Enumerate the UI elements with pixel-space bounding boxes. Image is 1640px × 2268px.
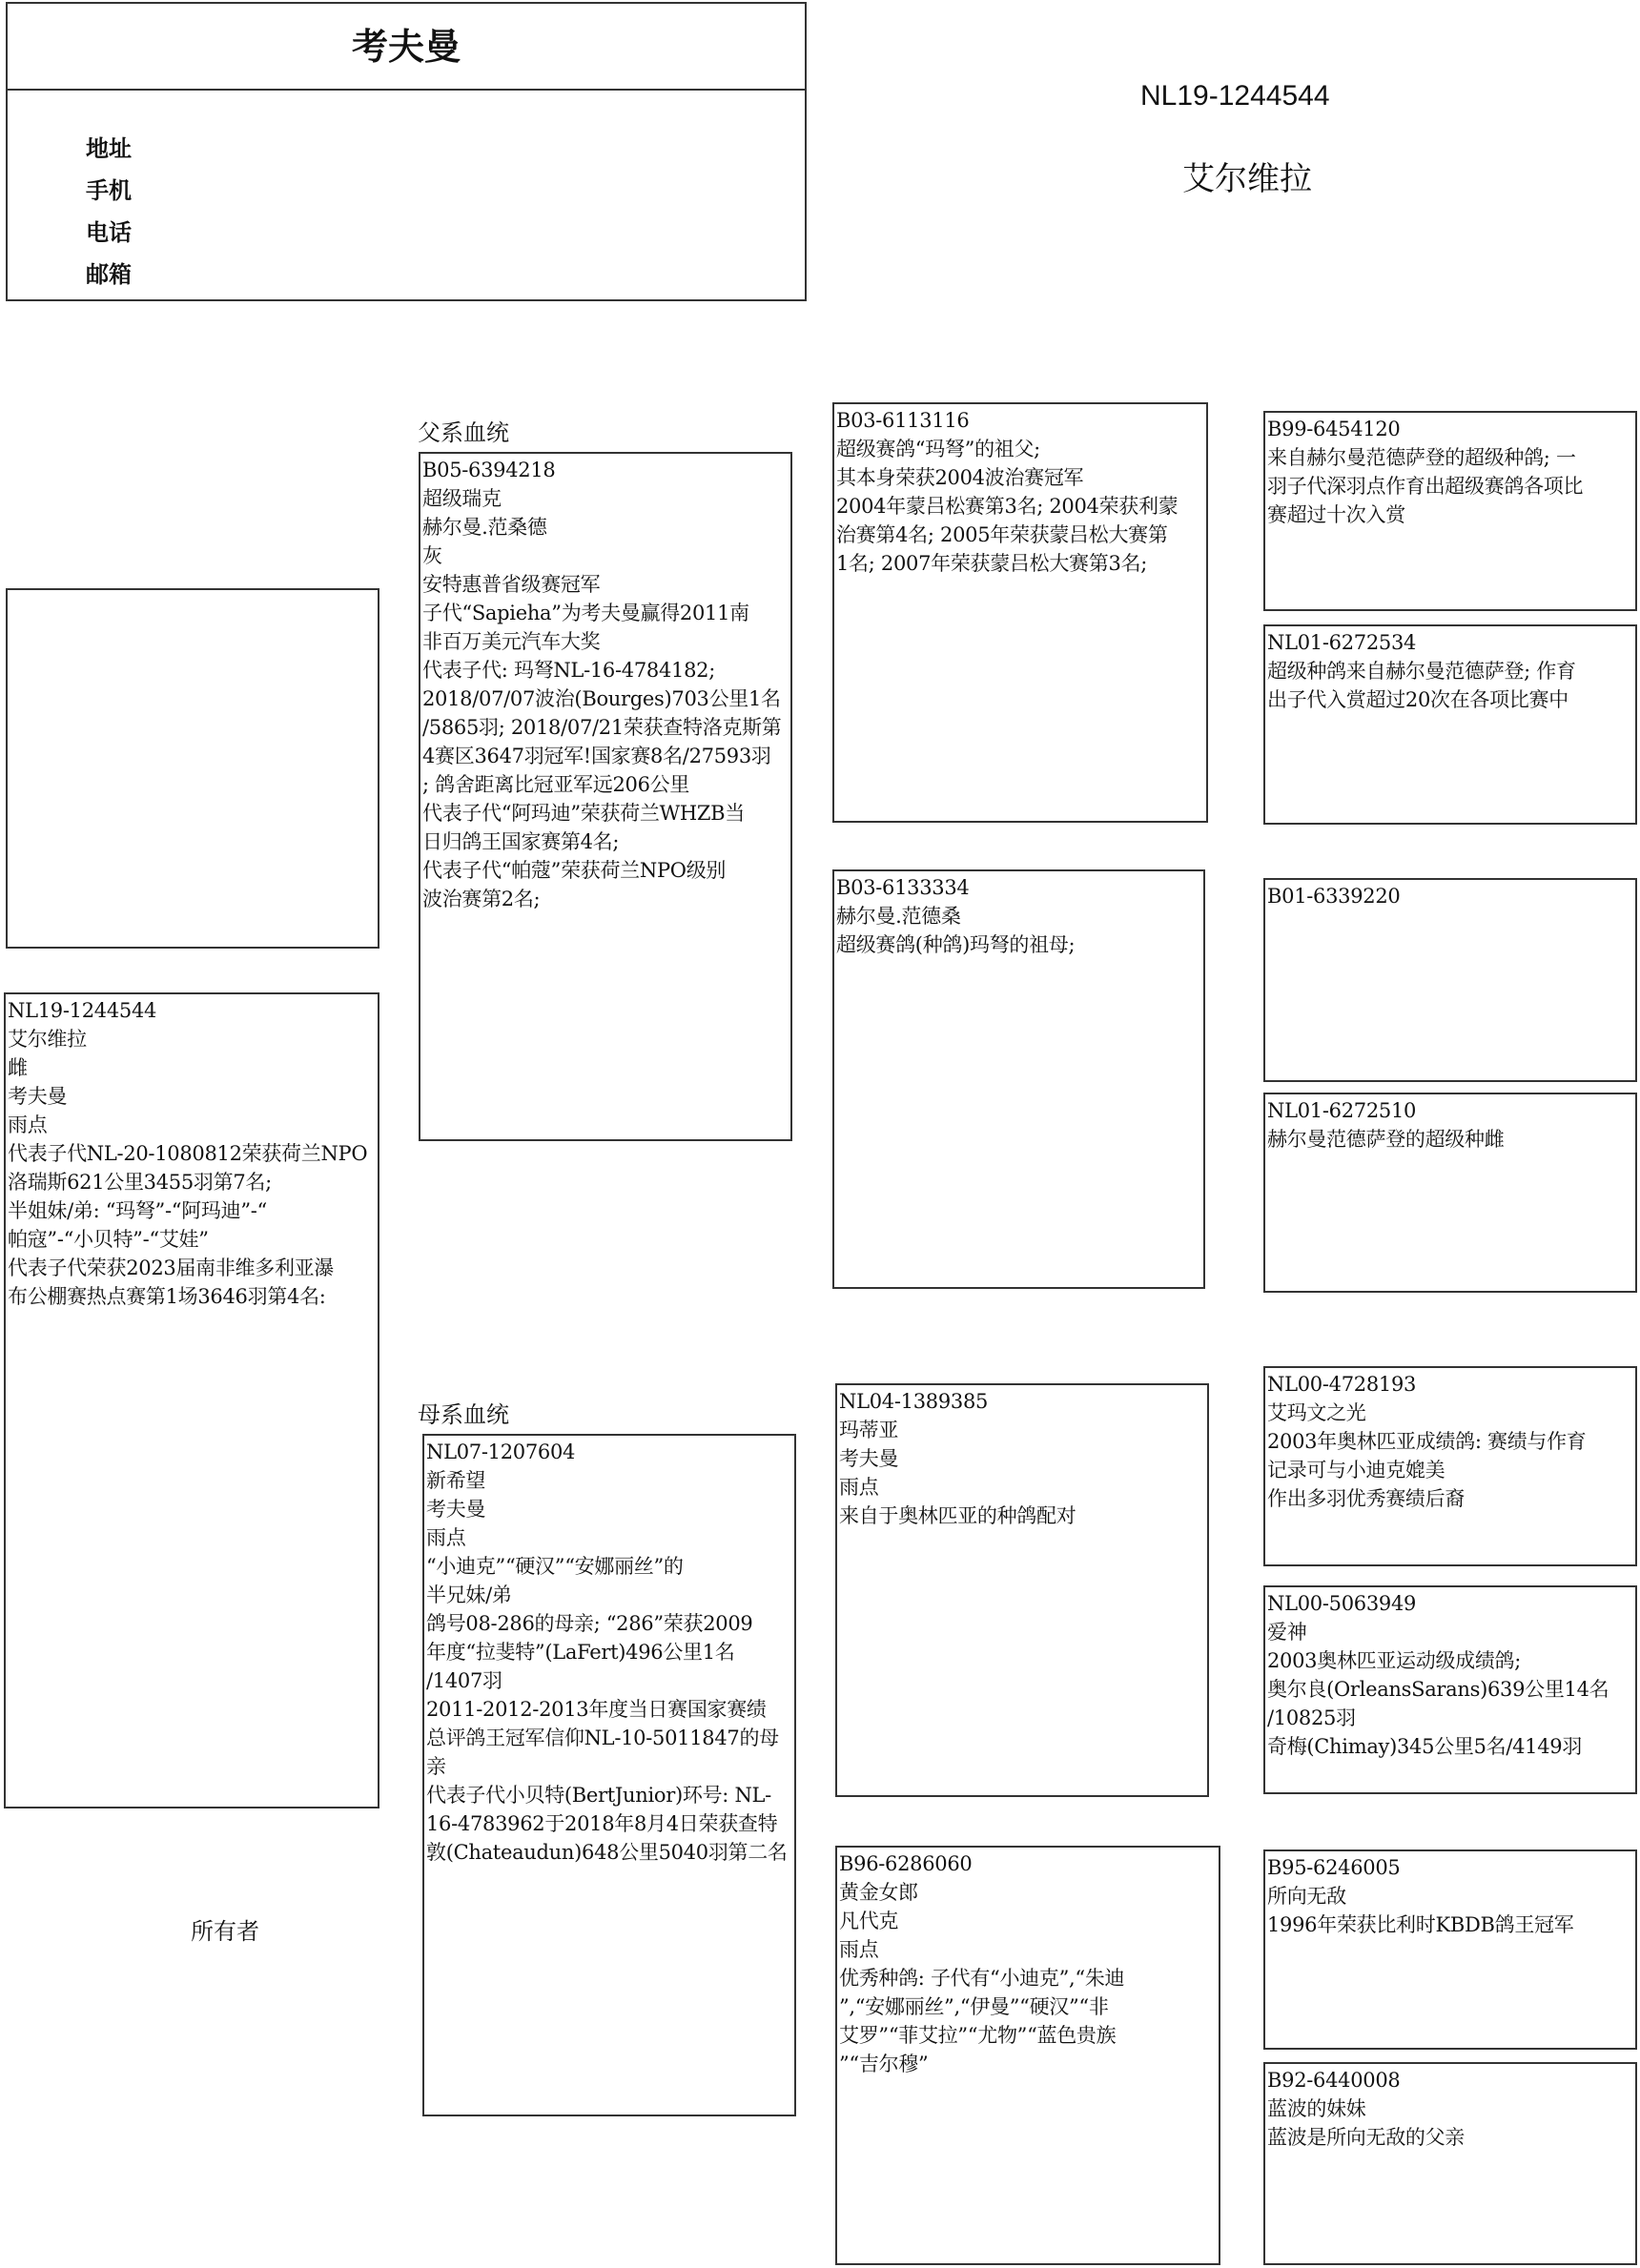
pedigree-text-line: 雨点 [839,1476,879,1499]
email-label: 邮箱 [86,261,132,288]
pedigree-text-line: 2003奥林匹亚运动级成绩鸽; [1267,1649,1522,1672]
pedigree-text-line: 代表子代“阿玛迪”荣获荷兰WHZB当 [422,802,745,825]
ring-number-line: B01-6339220 [1267,885,1401,908]
pedigree-text-line: 来自于奥林匹亚的种鸽配对 [839,1504,1076,1527]
pedigree-text-line: 超级赛鸽(种鸽)玛弩的祖母; [836,933,1076,956]
ring-number-line: B05-6394218 [422,459,556,481]
dam-entry [422,1434,796,2116]
pedigree-text-line: 16-4783962于2018年8月4日荣获查特 [426,1812,778,1835]
pedigree-text-line: 黄金女郎 [839,1881,918,1904]
ring-number-line: NL01-6272510 [1267,1099,1417,1122]
pedigree-text-line: 来自赫尔曼范德萨登的超级种鸽; 一 [1267,446,1576,469]
ring-number-line: B96-6286060 [839,1852,973,1875]
pedigree-text-line: 帕寇”-“小贝特”-“艾娃” [8,1228,209,1251]
pedigree-text-line: 波治赛第2名; [422,888,541,910]
pedigree-text-line: 鸽号08-286的母亲; “286”荣获2009 [426,1612,753,1635]
pedigree-text-line: 其本身荣获2004波治赛冠军 [836,466,1084,489]
pigeon-ring-number: NL19-1244544 [1140,80,1330,112]
pedigree-text-line: 代表子代NL-20-1080812荣获荷兰NPO [8,1142,368,1165]
ring-number-line: B92-6440008 [1267,2069,1401,2092]
pigeon-photo-frame [6,588,379,949]
pedigree-text-line: ; 鸽舍距离比冠亚军远206公里 [422,773,690,796]
address-label: 地址 [86,135,132,162]
pedigree-text-line: 代表子代: 玛弩NL-16-4784182; [422,659,715,682]
pedigree-text-line: 蓝波是所向无敌的父亲 [1267,2126,1465,2149]
pedigree-text-line: 凡代克 [839,1910,899,1932]
pedigree-text-line: 雨点 [839,1938,879,1961]
pedigree-text-line: 1996年荣获比利时KBDB鸽王冠军 [1267,1913,1574,1936]
sire-sire-entry [832,402,1208,823]
owner-name: 考夫曼 [8,4,805,91]
pedigree-text-line: 超级瑞克 [422,487,502,510]
ring-number-line: B03-6113116 [836,409,970,432]
pedigree-text-line: 1名; 2007年荣获蒙吕松大赛第3名; [836,552,1147,575]
pedigree-text-line: 雨点 [426,1526,466,1549]
pedigree-text-line: /5865羽; 2018/07/21荣获查特洛克斯第 [422,716,782,739]
pedigree-text-line: 奥尔良(OrleansSarans)639公里14名 [1267,1678,1609,1701]
pedigree-text-line: 4赛区3647羽冠军!国家赛8名/27593羽 [422,745,771,767]
great-grandparent-sss-entry [1263,411,1637,611]
ring-number-line: NL01-6272534 [1267,631,1417,654]
pedigree-text-line: 2011-2012-2013年度当日赛国家赛绩 [426,1698,767,1721]
pigeon-name-heading: 艾尔维拉 [1182,160,1312,198]
owner-footer-label: 所有者 [191,1918,259,1945]
pedigree-text-line: 赫尔曼范德萨登的超级种雌 [1267,1128,1505,1151]
great-grandparent-sds-entry [1263,878,1637,1082]
pedigree-text-line: 2003年奥林匹亚成绩鸽: 赛绩与作育 [1267,1430,1587,1453]
pedigree-text-line: 洛瑞斯621公里3455羽第7名; [8,1171,272,1194]
dam-line-label: 母系血统 [418,1401,509,1428]
pedigree-text-line: 优秀种鸽: 子代有“小迪克”,“朱迪 [839,1967,1125,1990]
owner-card [6,2,807,301]
pedigree-text-line: 年度“拉斐特”(LaFert)496公里1名 [426,1641,735,1664]
great-grandparent-dds-entry [1263,1849,1637,2050]
pedigree-text-line: ”,“安娜丽丝”,“伊曼”“硬汉”“非 [839,1995,1109,2018]
pedigree-text-line: 考夫曼 [8,1085,68,1108]
pedigree-text-line: 日归鸽王国家赛第4名; [422,830,620,853]
sire-line-label: 父系血统 [418,419,509,446]
pedigree-text-line: 代表子代荣获2023届南非维多利亚瀑 [8,1257,335,1279]
pedigree-text-line: 记录可与小迪克媲美 [1267,1459,1445,1481]
pedigree-text-line: 非百万美元汽车大奖 [422,630,601,653]
pedigree-text-line: 出子代入赏超过20次在各项比赛中 [1267,688,1568,711]
pedigree-text-line: 治赛第4名; 2005年荣获蒙吕松大赛第 [836,523,1168,546]
pedigree-text-line: 敦(Chateaudun)648公里5040羽第二名 [426,1841,788,1864]
subject-pigeon-entry [4,992,379,1808]
pedigree-text-line: 2004年蒙吕松赛第3名; 2004荣获利蒙 [836,495,1179,518]
owner-contact-fields [86,128,132,296]
great-grandparent-ssd-entry [1263,624,1637,825]
pedigree-text-line: 2018/07/07波治(Bourges)703公里1名 [422,687,781,710]
pedigree-text-line: 所向无敌 [1267,1885,1346,1908]
pedigree-text-line: 雌 [8,1056,28,1079]
pedigree-text-line: 艾罗”“菲艾拉”“尤物”“蓝色贵族 [839,2024,1117,2047]
sire-dam-entry [832,869,1205,1289]
pedigree-text-line: /1407羽 [426,1669,502,1692]
pedigree-text-line: 亲 [426,1755,446,1778]
pedigree-text-line: 总评鸽王冠军信仰NL-10-5011847的母 [426,1727,779,1749]
ring-number-line: NL00-5063949 [1267,1592,1417,1615]
pedigree-text-line: ”“吉尔穆” [839,2053,929,2075]
pedigree-text-line: 奇梅(Chimay)345公里5名/4149羽 [1267,1735,1583,1758]
ring-number-line: NL07-1207604 [426,1440,576,1463]
mobile-label: 手机 [86,177,132,204]
ring-number-line: NL19-1244544 [8,999,157,1022]
pedigree-text-line: /10825羽 [1267,1706,1356,1729]
pedigree-text-line: 爱神 [1267,1621,1307,1644]
pedigree-text-line: 蓝波的妹妹 [1267,2097,1366,2120]
pedigree-text-line: 新希望 [426,1469,486,1492]
ring-number-line: B03-6133334 [836,876,970,899]
pedigree-text-line: 玛蒂亚 [839,1419,899,1441]
pedigree-text-line: 布公棚赛热点赛第1场3646羽第4名: [8,1285,326,1308]
ring-number-line: NL04-1389385 [839,1390,989,1413]
pedigree-text-line: 子代“Sapieha”为考夫曼赢得2011南 [422,602,749,624]
pedigree-text-line: 艾玛文之光 [1267,1401,1366,1424]
ring-number-line: B95-6246005 [1267,1856,1401,1879]
dam-sire-entry [835,1383,1209,1797]
pedigree-text-line: 赫尔曼.范德桑 [836,905,961,928]
pedigree-text-line: 羽子代深羽点作育出超级赛鸽各项比 [1267,475,1584,498]
pedigree-text-line: 雨点 [8,1114,48,1136]
great-grandparent-dsd-entry [1263,1585,1637,1794]
pedigree-text-line: 灰 [422,544,442,567]
pedigree-text-line: 赛超过十次入赏 [1267,503,1405,526]
pedigree-text-line: 半姐妹/弟: “玛弩”-“阿玛迪”-“ [8,1199,267,1222]
ring-number-line: NL00-4728193 [1267,1373,1417,1396]
pedigree-text-line: 作出多羽优秀赛绩后裔 [1267,1487,1465,1510]
dam-dam-entry [835,1846,1220,2265]
pedigree-text-line: 考夫曼 [839,1447,899,1470]
pedigree-text-line: 代表子代“帕蔻”荣获荷兰NPO级别 [422,859,727,882]
pedigree-text-line: “小迪克”“硬汉”“安娜丽丝”的 [426,1555,684,1578]
sire-entry [419,452,792,1141]
pedigree-text-line: 超级赛鸽“玛弩”的祖父; [836,438,1040,460]
phone-label: 电话 [86,219,132,246]
pedigree-text-line: 安特惠普省级赛冠军 [422,573,601,596]
pedigree-text-line: 半兄妹/弟 [426,1584,512,1606]
pedigree-text-line: 赫尔曼.范桑德 [422,516,547,539]
great-grandparent-ddd-entry [1263,2062,1637,2265]
pedigree-text-line: 超级种鸽来自赫尔曼范德萨登; 作育 [1267,660,1576,683]
pedigree-text-line: 代表子代小贝特(BertJunior)环号: NL- [426,1784,771,1807]
pedigree-text-line: 艾尔维拉 [8,1028,87,1051]
great-grandparent-dss-entry [1263,1366,1637,1566]
great-grandparent-sdd-entry [1263,1093,1637,1293]
ring-number-line: B99-6454120 [1267,418,1401,440]
pedigree-text-line: 考夫曼 [426,1498,486,1521]
